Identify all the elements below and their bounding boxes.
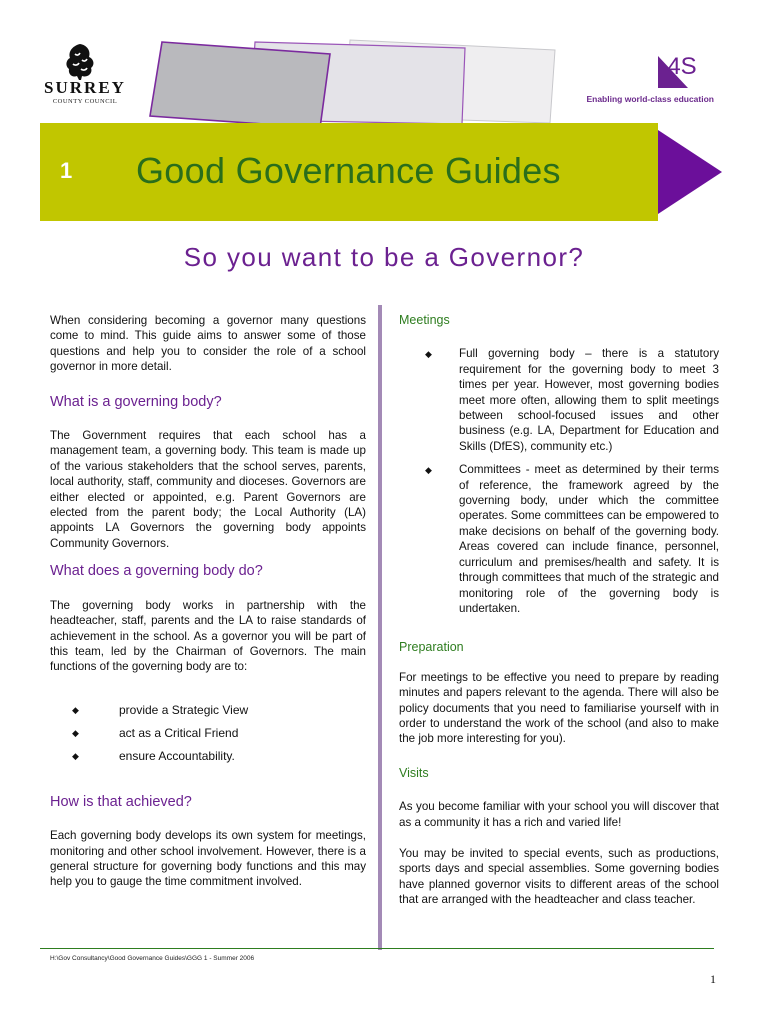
paragraph-how-achieved: Each governing body develops its own system for meetings, monitoring and other school involvement. However, there is a general structure for governing body functions and this may help you to gauge the time commitment involved.: [50, 829, 366, 889]
heading-what-is: What is a governing body?: [50, 393, 222, 410]
diamond-bullet-icon: ◆: [72, 727, 79, 738]
heading-preparation: Preparation: [399, 640, 464, 655]
column-divider: [378, 305, 382, 950]
council-subtitle: COUNTY COUNCIL: [52, 98, 118, 105]
council-name: SURREY: [44, 78, 126, 97]
list-item: ◆ ensure Accountability.: [72, 748, 235, 763]
4s-mark-icon: [658, 38, 710, 88]
meetings-list: [399, 346, 719, 616]
list-item: ◆ provide a Strategic View: [72, 702, 249, 717]
ls-tagline: Enabling world-class education: [586, 94, 714, 104]
list-item: ◆ Committees - meet as determined by their terms of reference, the framework agreed by the governing body, under which the committee operates. Some committees can be empowered to make decisions on behalf of the governing body. Areas covered can include finance, personnel, curriculum and premises/health and safety. It is through committees that much of the strategic and monitoring role of the governing body is undertaken.: [425, 463, 719, 615]
banner-arrow-icon: [658, 130, 722, 214]
diamond-bullet-icon: ◆: [425, 465, 432, 476]
heading-what-does: What does a governing body do?: [50, 563, 263, 580]
heading-meetings: Meetings: [399, 313, 450, 327]
left-column: [50, 313, 366, 890]
page-subtitle: So you want to be a Governor?: [183, 242, 585, 272]
right-column: [399, 313, 719, 908]
paragraph-visits-1: As you become familiar with your school you will discover that as a community it has a rich and varied life!: [399, 800, 719, 829]
4s-mark-text: 4S: [667, 53, 697, 80]
list-item: ◆ Full governing body – there is a statutory requirement for the governing body to meet 3 times per year. However, most governing bodies meet more often, allowing them to split meetings between school-focused issues and other business (e.g. LA, Department for Education and Skills (DfES), community etc.): [425, 347, 719, 453]
heading-how-achieved: How is that achieved?: [50, 793, 192, 810]
page-number: 1: [710, 972, 716, 986]
heading-visits: Visits: [399, 765, 429, 780]
paragraph-preparation: For meetings to be effective you need to prepare by reading minutes and papers relevant to the agenda. There will also be policy documents that you need to familiarise yourself with in order to understand the work of the school (and also to make the job more interesting for you).: [399, 670, 719, 746]
diamond-bullet-icon: ◆: [72, 750, 79, 761]
intro-paragraph: When considering becoming a governor many questions come to mind. This guide aims to answer some of those questions and help you to consider the role of a school governor in more detail.: [50, 314, 366, 374]
diamond-bullet-icon: ◆: [425, 349, 432, 360]
guide-number: 1: [60, 158, 73, 183]
paragraph-what-is: The Government requires that each school has a management team, a governing body. This team is made up of the various stakeholders that the school serves, parents, local authority, staff, community and dioceses. Governors are either elected or appointed, e.g. Parent Governors are elected from the parent body; the Local Authority (LA) appoints LA Governors the governing body appoints Community Governors.: [50, 429, 366, 550]
paragraph-visits-2: You may be invited to special events, such as productions, sports days and special assemblies. Some governing bodies have planned governor visits to different areas of the school that are arranged with the headteacher and class teacher.: [399, 846, 719, 907]
decorative-cards: [140, 28, 570, 128]
diamond-bullet-icon: ◆: [72, 704, 79, 715]
oak-leaf-icon: [62, 42, 98, 82]
banner-title: Good Governance Guides: [136, 150, 561, 191]
footer-file-path: H:\Gov Consultancy\Good Governance Guides\GGG 1 - Summer 2006: [50, 955, 255, 962]
paragraph-what-does: The governing body works in partnership with the headteacher, staff, parents and the LA to raise standards of achievement in the school. As a governor you will be part of this team, led by the Chairman of Governors. The main functions of the governing body are to:: [50, 598, 366, 674]
list-item: ◆ act as a Critical Friend: [72, 725, 239, 740]
functions-list: [50, 703, 366, 772]
footer-divider: [40, 948, 714, 949]
surrey-county-council-logo: [40, 38, 130, 108]
4s-logo: [570, 28, 720, 110]
